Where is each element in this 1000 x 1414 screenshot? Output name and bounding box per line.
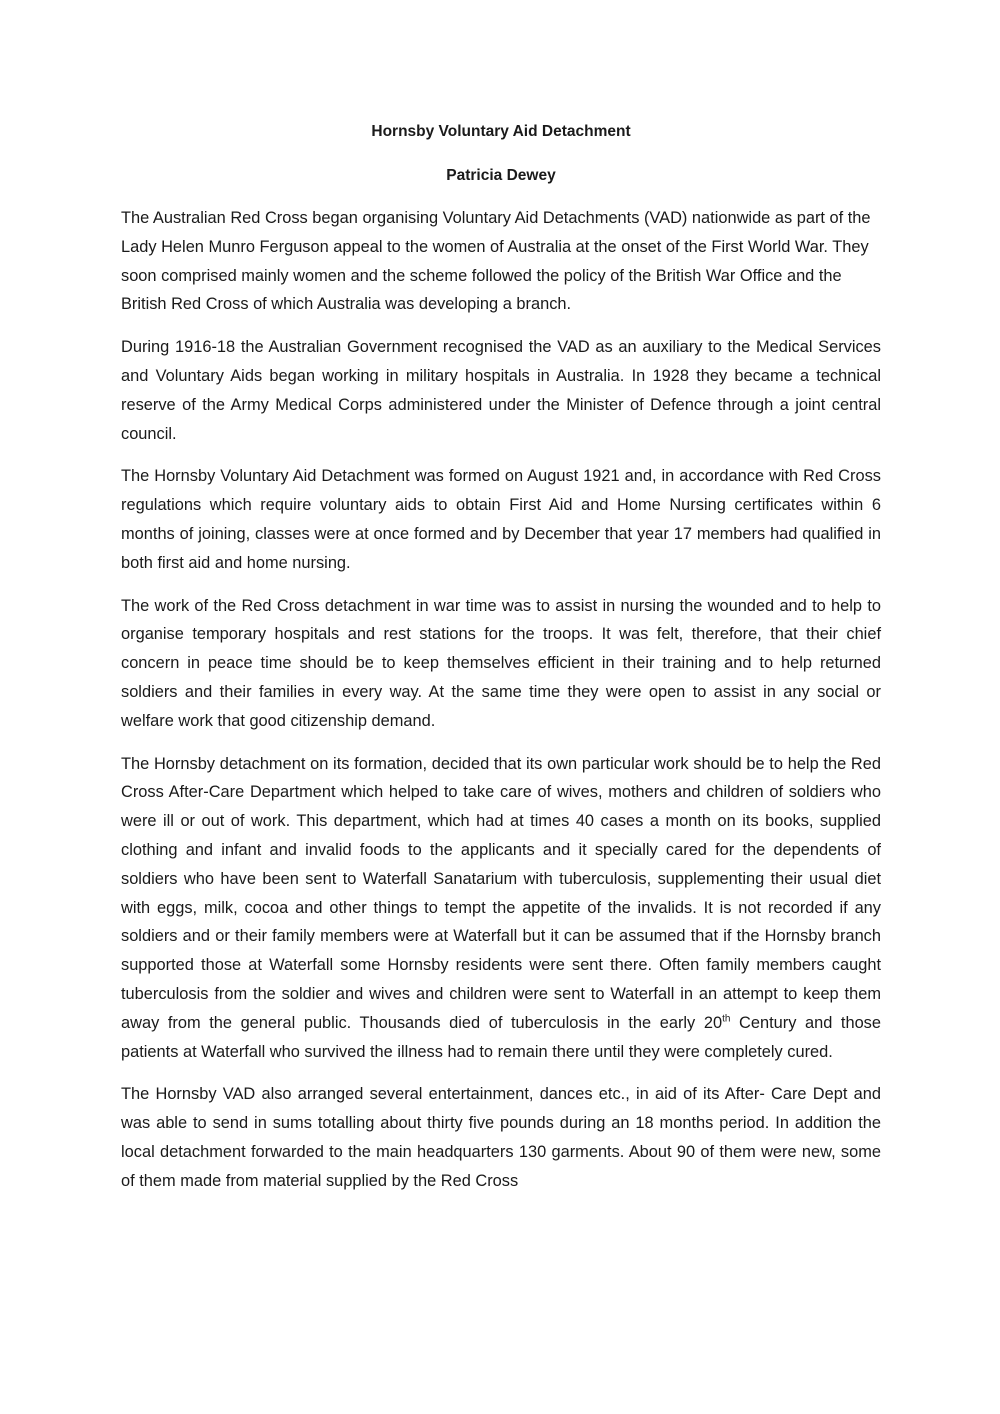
document-author: Patricia Dewey [446, 167, 556, 184]
paragraph-after-care-department [121, 750, 881, 1067]
paragraph-hornsby-formation: The Hornsby Voluntary Aid Detachment was formed on August 1921 and, in accordance with Red Cross regulations which require voluntary aids to obtain First Aid and Home Nursing certificates within 6 months of joining, classes were at once formed and by December that year 17 members had qualified in both first aid and home nursing. [121, 467, 881, 572]
paragraph-war-time-work: The work of the Red Cross detachment in war time was to assist in nursing the wounded and to help to organise temporary hospitals and rest stations for the troops. It was felt, therefore, that their chief concern in peace time should be to keep themselves efficient in their training and to help returned soldiers and their families in every way. At the same time they were open to assist in any social or welfare work that good citizenship demand. [121, 596, 881, 730]
document-page [121, 118, 881, 1210]
paragraph-after-care-continued: Century and those patients at Waterfall who survived the illness had to remain there until they were completely cured. [121, 1013, 881, 1061]
paragraph-vad-origins: The Australian Red Cross began organising Voluntary Aid Detachments (VAD) nationwide as part of the Lady Helen Munro Ferguson appeal to the women of Australia at the onset of the First World War. They soon comprised mainly women and the scheme followed the policy of the British War Office and the British Red Cross of which Australia was developing a branch. [121, 209, 871, 314]
document-title: Hornsby Voluntary Aid Detachment [371, 123, 631, 140]
paragraph-entertainment-fundraising: The Hornsby VAD also arranged several entertainment, dances etc., in aid of its After- Care Dept and was able to send in sums totalling about thirty five pounds during an 18 months period. In addition the local detachment forwarded to the main headquarters 130 garments. About 90 of them were new, some of them made from material supplied by the Red Cross [121, 1085, 881, 1190]
paragraph-after-care-text: The Hornsby detachment on its formation, decided that its own particular work should be to help the Red Cross After-Care Department which helped to take care of wives, mothers and children of soldiers who were ill or out of work. This department, which had at times 40 cases a month on its books, supplied clothing and infant and invalid foods to the applicants and it specially cared for the dependents of soldiers who have been sent to Waterfall Sanatarium with tuberculosis, supplementing their usual diet with eggs, milk, cocoa and other things to tempt the appetite of the invalids. It is not recorded if any soldiers and or their family members were at Waterfall but it can be assumed that if the Hornsby branch supported those at Waterfall some Hornsby residents were sent there. Often family members caught tuberculosis from the soldier and wives and children were sent to Waterfall in an attempt to keep them away from the general public. Thousands died of tuberculosis in the early 20 [121, 754, 881, 1032]
superscript-th: th [722, 1013, 731, 1025]
paragraph-government-recognition: During 1916-18 the Australian Government recognised the VAD as an auxiliary to the Medical Services and Voluntary Aids began working in military hospitals in Australia. In 1928 they became a technical reserve of the Army Medical Corps administered under the Minister of Defence through a joint central council. [121, 338, 881, 443]
